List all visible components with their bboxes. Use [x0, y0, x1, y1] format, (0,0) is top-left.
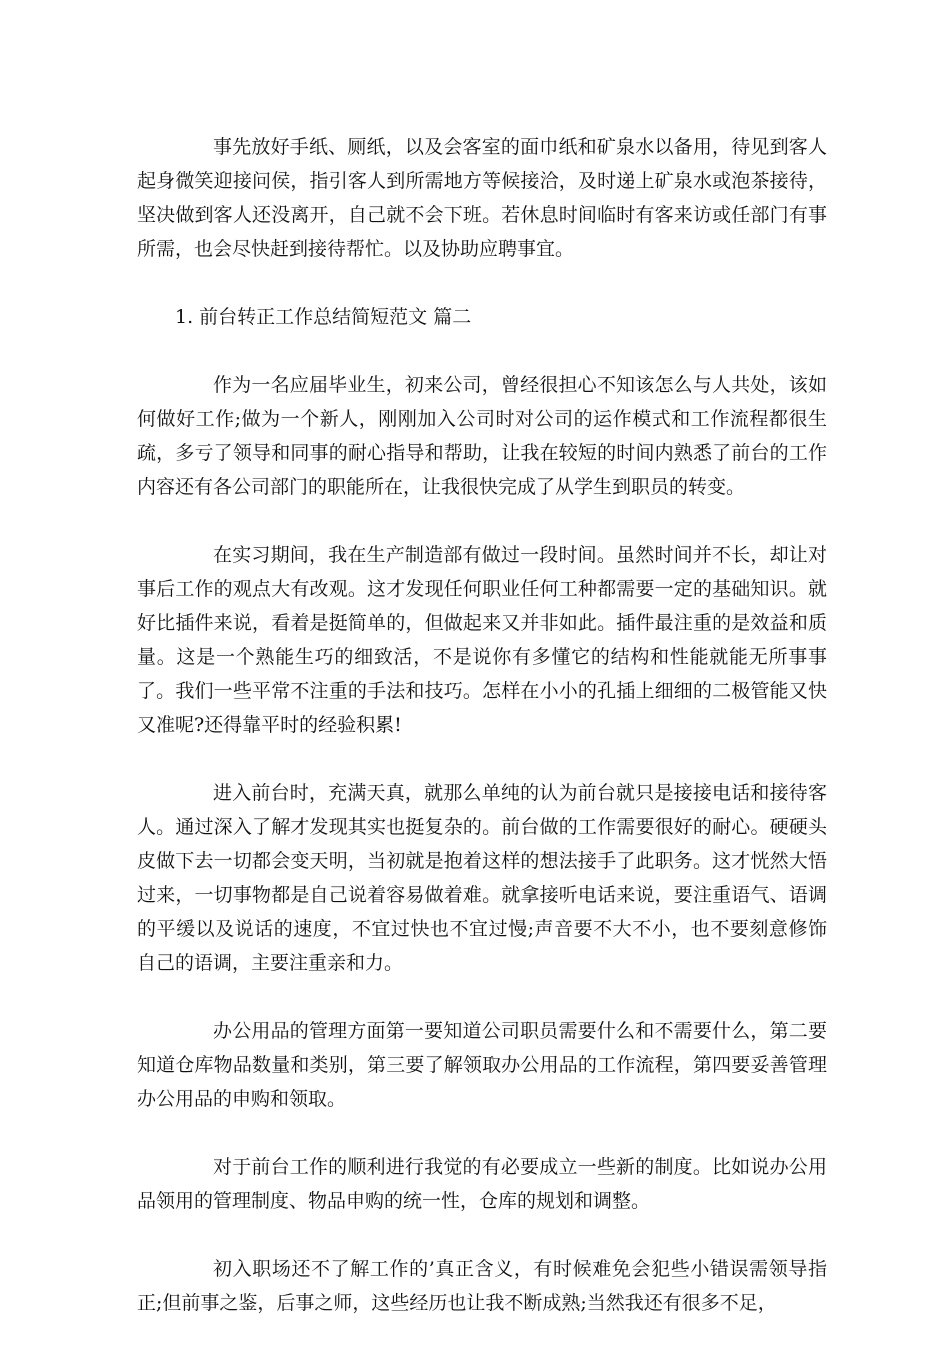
paragraph-1: 作为一名应届毕业生，初来公司，曾经很担心不知该怎么与人共处，该如何做好工作;做为一个新人，刚刚加入公司时对公司的运作模式和工作流程都很生疏，多亏了领导和同事的耐心指导和帮助，让我在较短的时间内熟悉了前台的工作内容还有各公司部门的职能所在，让我很快完成了从学生到职员的转变。	[137, 374, 827, 498]
document-body	[137, 130, 827, 1354]
paragraph-2: 在实习期间，我在生产制造部有做过一段时间。虽然时间并不长，却让对事后工作的观点大有改观。这才发现任何职业任何工种都需要一定的基础知识。就好比插件来说，看着是挺简单的，但做起来又并非如此。插件最注重的是效益和质量。这是一个熟能生巧的细致活，不是说你有多懂它的结构和性能就能无所事事了。我们一些平常不注重的手法和技巧。怎样在小小的孔插上细细的二极管能又快又准呢?还得靠平时的经验积累!	[137, 544, 827, 736]
paragraph-3: 进入前台时，充满天真，就那么单纯的认为前台就只是接接电话和接待客人。通过深入了解才发现其实也挺复杂的。前台做的工作需要很好的耐心。硬硬头皮做下去一切都会变天明，当初就是抱着这样的想法接手了此职务。这才恍然大悟过来，一切事物都是自己说着容易做着难。就拿接听电话来说，要注重语气、语调的平缓以及说话的速度，不宜过快也不宜过慢;声音要不大不小，也不要刻意修饰自己的语调，主要注重亲和力。	[137, 782, 827, 974]
section-heading: 1. 前台转正工作总结简短范文 篇二	[175, 306, 472, 328]
intro-paragraph: 事先放好手纸、厕纸，以及会客室的面巾纸和矿泉水以备用，待见到客人起身微笑迎接问侯，指引客人到所需地方等候接洽，及时递上矿泉水或泡茶接待，坚决做到客人还没离开，自己就不会下班。若休息时间临时有客来访或任部门有事所需，也会尽快赶到接待帮忙。以及协助应聘事宜。	[137, 136, 827, 260]
paragraph-4: 办公用品的管理方面第一要知道公司职员需要什么和不需要什么，第二要知道仓库物品数量和类别，第三要了解领取办公用品的工作流程，第四要妥善管理办公用品的申购和领取。	[137, 1020, 827, 1110]
paragraph-6: 初入职场还不了解工作的’真正含义，有时候难免会犯些小错误需领导指正;但前事之鉴，后事之师，这些经历也让我不断成熟;当然我还有很多不足，	[137, 1258, 827, 1314]
paragraph-5: 对于前台工作的顺利进行我觉的有必要成立一些新的制度。比如说办公用品领用的管理制度、物品申购的统一性，仓库的规划和调整。	[137, 1156, 827, 1212]
